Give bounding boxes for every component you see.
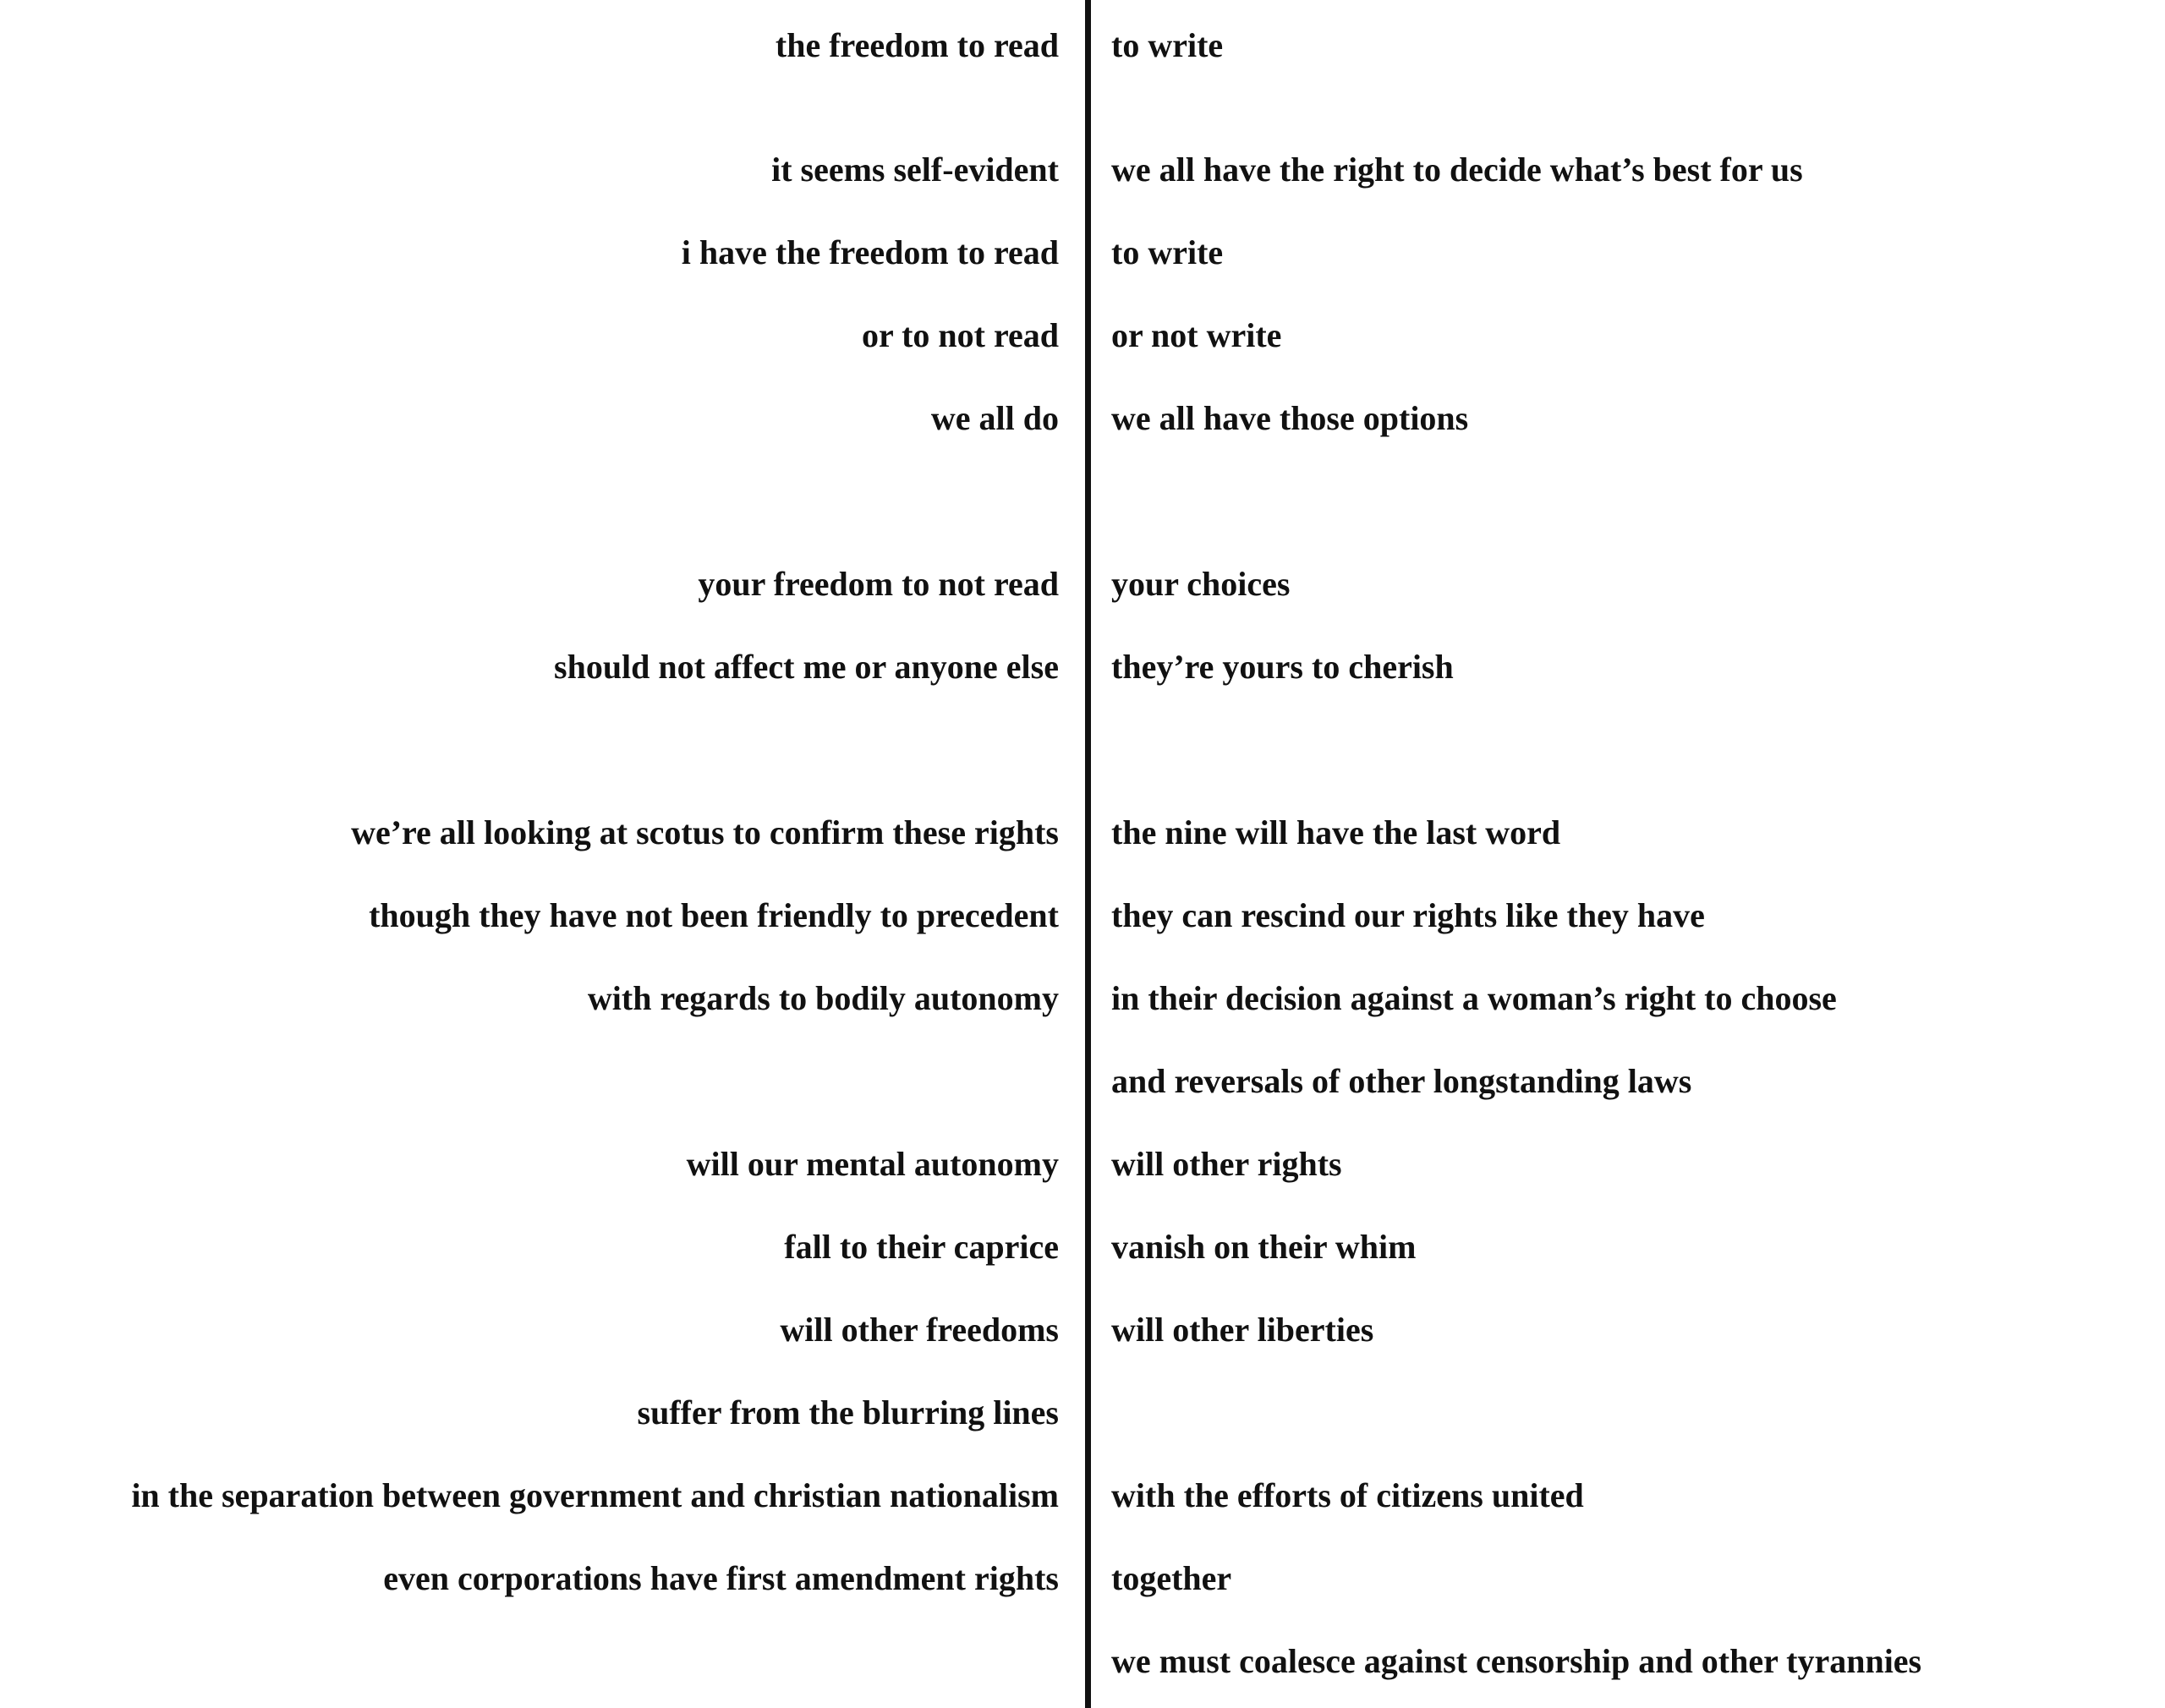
left-line-13: fall to their caprice — [784, 1228, 1059, 1266]
right-line-12: will other rights — [1111, 1145, 1342, 1183]
left-line-7: should not affect me or anyone else — [554, 648, 1059, 686]
left-line-2: it seems self-evident — [771, 151, 1059, 189]
left-line-8: we’re all looking at scotus to confirm these rights — [351, 813, 1059, 851]
right-line-14: will other liberties — [1111, 1311, 1374, 1349]
right-line-18: we must coalesce against censorship and other tyrannies — [1111, 1642, 1922, 1680]
left-line-9: though they have not been friendly to precedent — [369, 896, 1059, 934]
left-line-5: we all do — [930, 399, 1059, 437]
left-line-10: with regards to bodily autonomy — [587, 979, 1059, 1017]
left-line-16: in the separation between government and christian nationalism — [131, 1476, 1059, 1514]
center-divider — [1085, 0, 1091, 1708]
right-line-3: to write — [1111, 233, 1224, 271]
left-line-6: your freedom to not read — [698, 565, 1059, 603]
right-line-5: we all have those options — [1111, 399, 1469, 437]
left-line-1: the freedom to read — [775, 26, 1059, 64]
right-line-6: your choices — [1111, 565, 1291, 603]
right-line-11: and reversals of other longstanding laws — [1111, 1062, 1692, 1100]
left-line-14: will other freedoms — [780, 1311, 1059, 1349]
left-line-4: or to not read — [862, 316, 1059, 354]
left-line-17: even corporations have first amendment rights — [383, 1559, 1059, 1597]
right-line-9: they can rescind our rights like they have — [1111, 896, 1705, 934]
right-line-1: to write — [1111, 26, 1224, 64]
left-line-3: i have the freedom to read — [681, 233, 1059, 271]
right-line-2: we all have the right to decide what’s best for us — [1111, 151, 1803, 189]
left-line-12: will our mental autonomy — [686, 1145, 1059, 1183]
right-line-8: the nine will have the last word — [1111, 813, 1561, 851]
right-line-17: together — [1111, 1559, 1232, 1597]
right-line-16: with the efforts of citizens united — [1111, 1476, 1584, 1514]
right-line-7: they’re yours to cherish — [1111, 648, 1454, 686]
right-line-10: in their decision against a woman’s right to choose — [1111, 979, 1837, 1017]
left-line-15: suffer from the blurring lines — [637, 1393, 1059, 1432]
right-line-13: vanish on their whim — [1111, 1228, 1417, 1266]
right-line-4: or not write — [1111, 316, 1282, 354]
